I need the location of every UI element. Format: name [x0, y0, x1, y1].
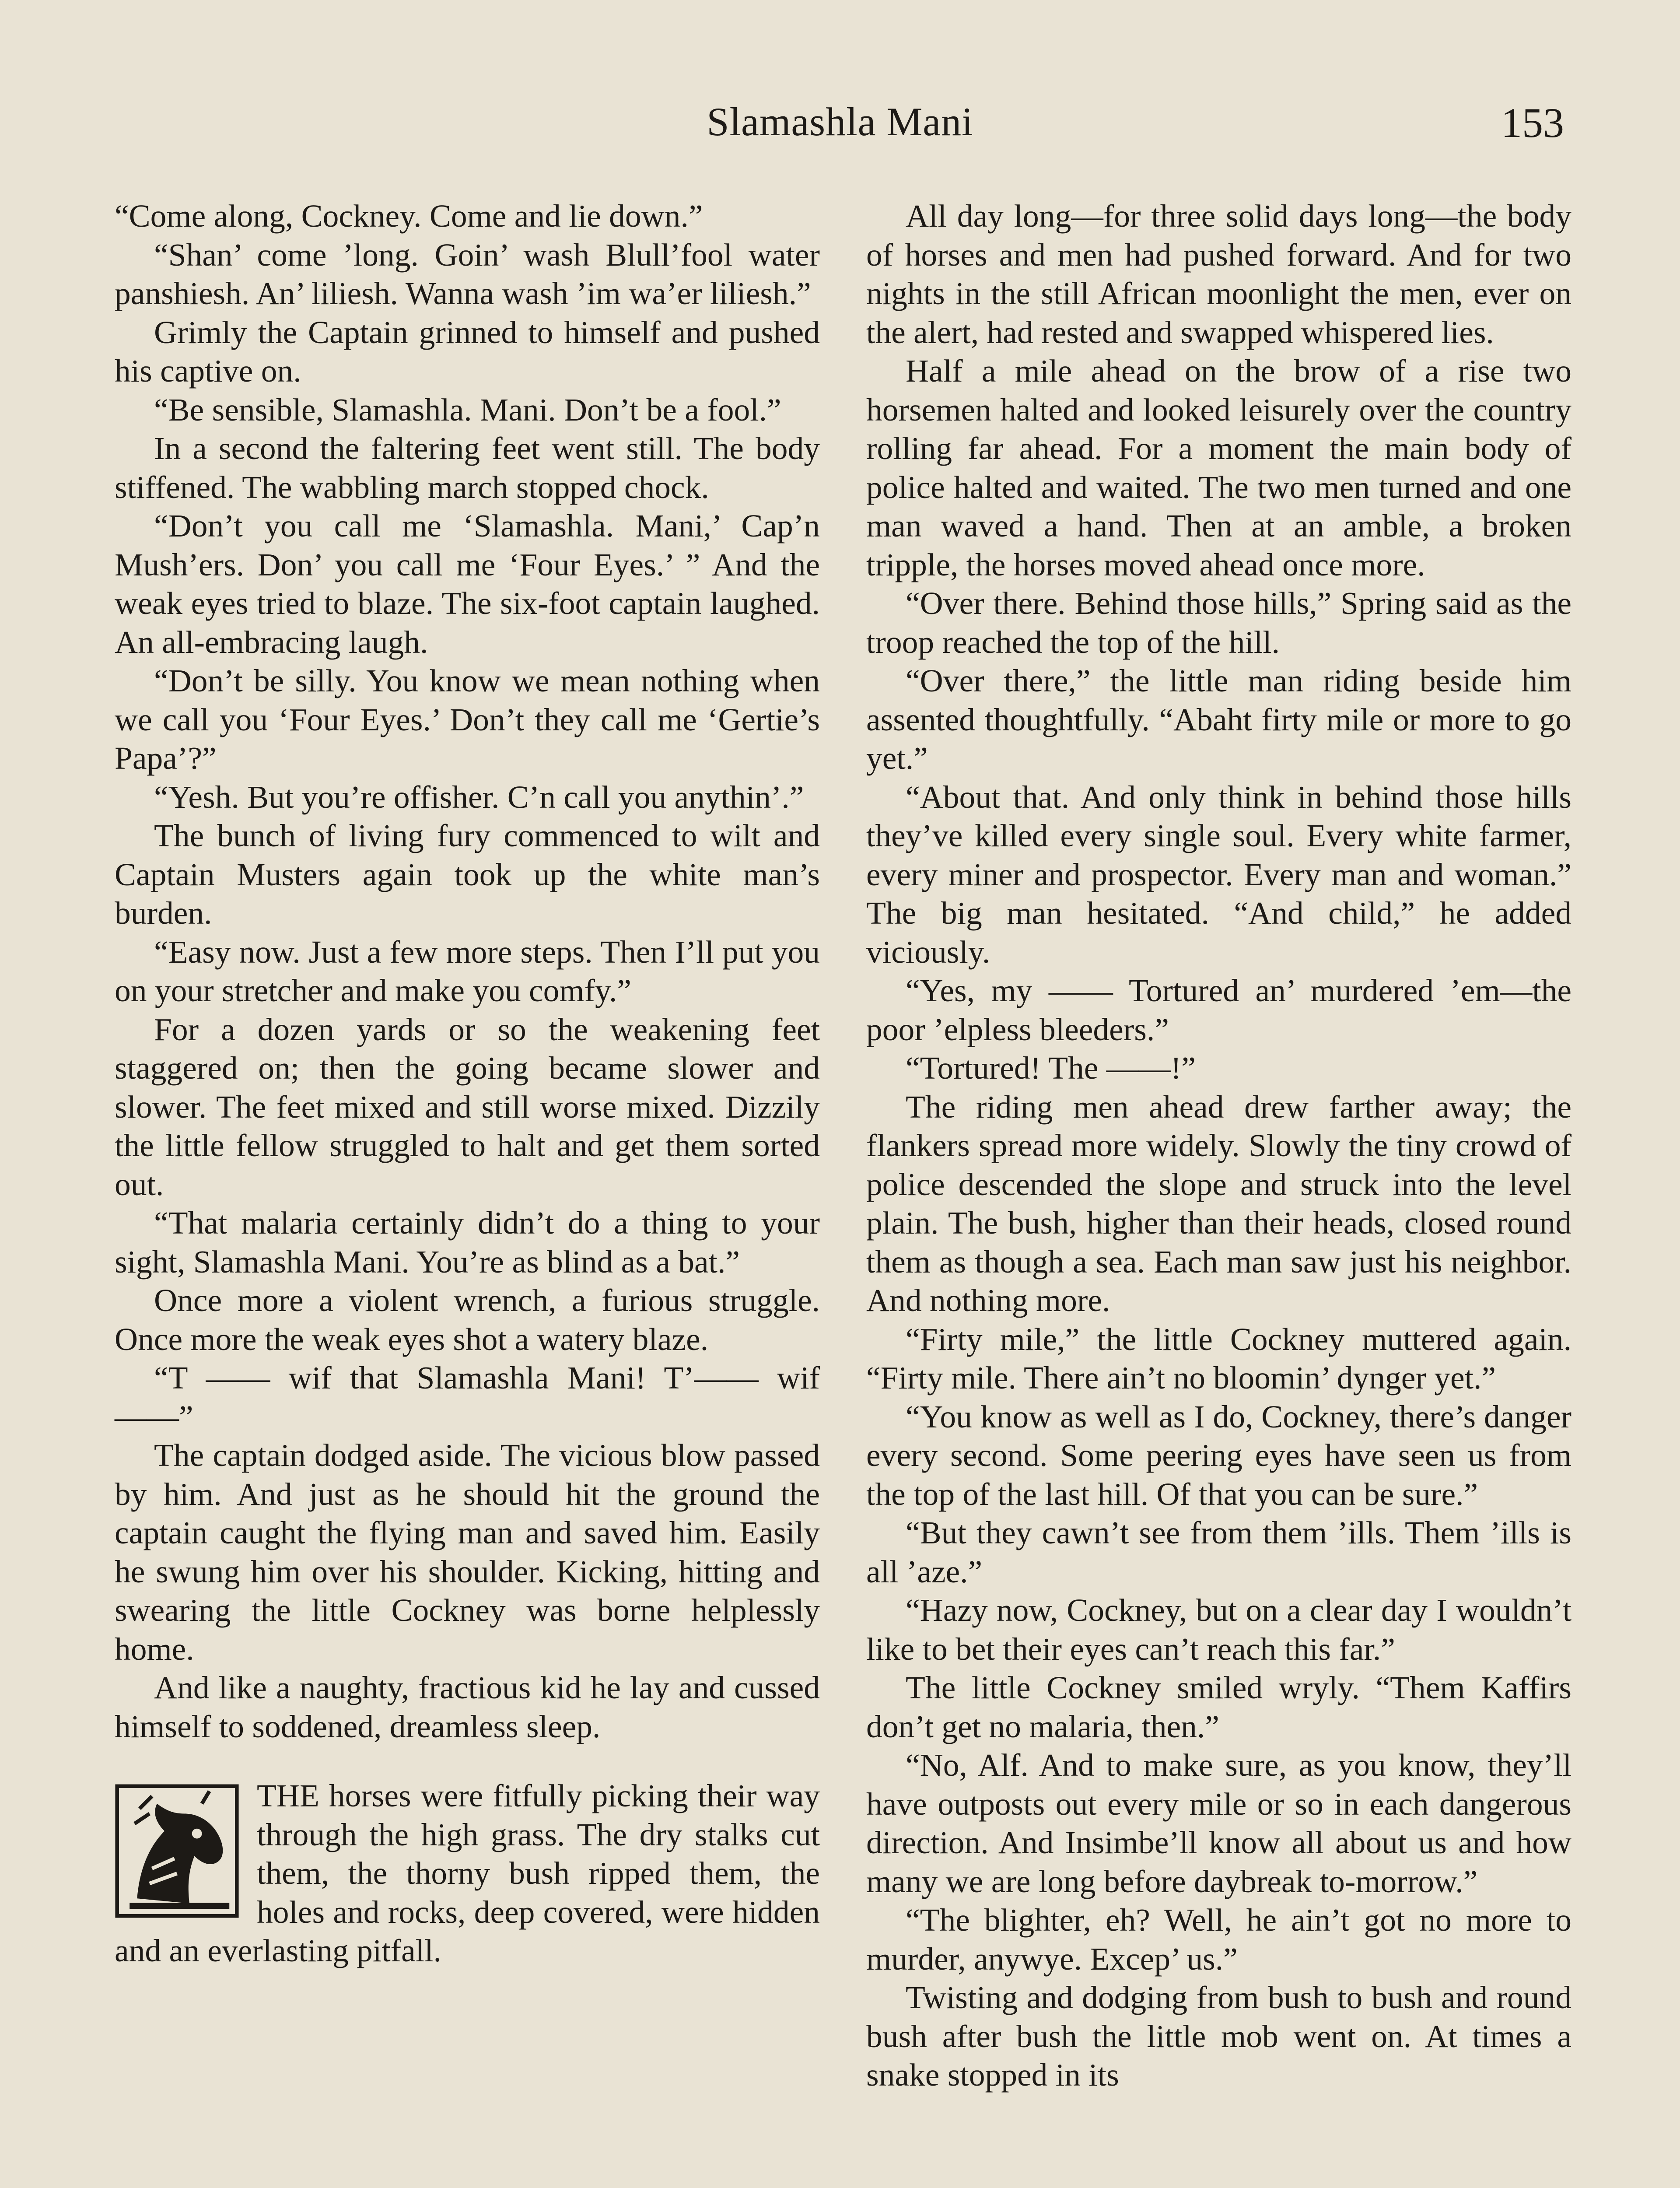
paragraph: The riding men ahead drew farther away; the flankers spread more widely. Slowly the tiny crowd of police descended the slope and struck into the level plain. The bush, higher than their heads, closed round them as though a sea. Each man saw just his neighbor. And nothing more.: [866, 1089, 1572, 1318]
paragraph: “You know as well as I do, Cockney, there’s danger every second. Some peering eyes have seen us from the top of the last hill. Of that you can be sure.”: [866, 1399, 1572, 1512]
paragraph: Grimly the Captain grinned to himself and pushed his captive on.: [115, 314, 820, 389]
paragraph: The bunch of living fury commenced to wilt and Captain Musters again took up the white man’s burden.: [115, 818, 820, 931]
horse-head-ornament-icon: [115, 1781, 239, 1921]
section-start: [115, 1777, 820, 1971]
paragraph: Twisting and dodging from bush to bush and round bush after bush the little mob went on. At times a snake stopped in its: [866, 1980, 1572, 2093]
paragraph: “Over there. Behind those hills,” Spring said as the troop reached the top of the hill.: [866, 586, 1572, 660]
paragraph: “Over there,” the little man riding beside him assented thoughtfully. “Abaht firty mile or more to go yet.”: [866, 663, 1572, 776]
paragraph: “Be sensible, Slamashla. Mani. Don’t be a fool.”: [154, 392, 781, 428]
page-number: 153: [1501, 99, 1564, 146]
paragraph: “But they cawn’t see from them ’ills. Them ’ills is all ’aze.”: [866, 1515, 1572, 1589]
right-column: [866, 197, 1572, 2095]
paragraph: “Don’t you call me ‘Slamashla. Mani,’ Cap’n Mush’ers. Don’ you call me ‘Four Eyes.’ ” And the weak eyes tried to blaze. The six-foot captain laughed. An all-embracing laugh.: [115, 508, 820, 660]
paragraph: “Yes, my —— Tortured an’ murdered ’em—the poor ’elpless bleeders.”: [866, 973, 1572, 1047]
paragraph: “T —— wif that Slamashla Mani! T’—— wif——”: [115, 1360, 820, 1434]
paragraph: “About that. And only think in behind those hills they’ve killed every single soul. Every white farmer, every miner and prospector. Every man and woman.” The big man hesitated. “And child,” he added viciously.: [866, 779, 1572, 970]
paragraph: “Tortured! The ——!”: [906, 1050, 1196, 1086]
paragraph: “Easy now. Just a few more steps. Then I’ll put you on your stretcher and make you comfy.”: [115, 934, 820, 1008]
left-column: [115, 197, 820, 1971]
paragraph: “Hazy now, Cockney, but on a clear day I wouldn’t like to bet their eyes can’t reach this far.”: [866, 1592, 1572, 1667]
paragraph: “Don’t be silly. You know we mean nothing when we call you ‘Four Eyes.’ Don’t they call me ‘Gertie’s Papa’?”: [115, 663, 820, 776]
paragraph: The little Cockney smiled wryly. “Them Kaffirs don’t get no malaria, then.”: [866, 1670, 1572, 1744]
paragraph: “The blighter, eh? Well, he ain’t got no more to murder, anywye. Excep’ us.”: [866, 1902, 1572, 1977]
paragraph: “Yesh. But you’re offisher. C’n call you anythin’.”: [154, 779, 804, 815]
paragraph: In a second the faltering feet went still. The body stiffened. The wabbling march stopped chock.: [115, 431, 820, 505]
paragraph: “No, Alf. And to make sure, as you know, they’ll have outposts out every mile or so in each dangerous direction. And Insimbe’ll know all about us and how many we are long before daybreak to-morrow.”: [866, 1747, 1572, 1899]
paragraph: The captain dodged aside. The vicious blow passed by him. And just as he should hit the ground the captain caught the flying man and saved him. Easily he swung him over his shoulder. Kicking, hitting and swearing the little Cockney was borne helplessly home.: [115, 1438, 820, 1667]
paragraph: “Shan’ come ’long. Goin’ wash Blull’fool water panshiesh. An’ liliesh. Wanna wash ’im wa’er liliesh.”: [115, 237, 820, 311]
paragraph: For a dozen yards or so the weakening feet staggered on; then the going became slower and slower. The feet mixed and still worse mixed. Dizzily the little fellow struggled to halt and get them sorted out.: [115, 1011, 820, 1202]
paragraph: All day long—for three solid days long—the body of horses and men had pushed forward. And for two nights in the still African moonlight the men, ever on the alert, had rested and swapped whispered lies.: [866, 198, 1572, 350]
paragraph: Half a mile ahead on the brow of a rise two horsemen halted and looked leisurely over the country rolling far ahead. For a moment the main body of police halted and waited. The two men turned and one man waved a hand. Then at an amble, a broken tripple, the horses moved ahead once more.: [866, 353, 1572, 582]
paragraph: “That malaria certainly didn’t do a thing to your sight, Slamashla Mani. You’re as blind as a bat.”: [115, 1205, 820, 1280]
paragraph: Once more a violent wrench, a furious struggle. Once more the weak eyes shot a watery blaze.: [115, 1283, 820, 1357]
running-title: Slamashla Mani: [707, 99, 973, 144]
paragraph: And like a naughty, fractious kid he lay and cussed himself to soddened, dreamless sleep.: [115, 1670, 820, 1744]
paragraph: “Firty mile,” the little Cockney muttered again. “Firty mile. There ain’t no bloomin’ dynger yet.”: [866, 1321, 1572, 1396]
running-header: [116, 98, 1564, 160]
paragraph: “Come along, Cockney. Come and lie down.”: [115, 198, 703, 234]
section-paragraph: THE horses were fitfully picking their way through the high grass. The dry stalks cut them, the thorny bush ripped them, the holes and rocks, deep covered, were hidden and an everlasting pitfall.: [115, 1778, 820, 1968]
